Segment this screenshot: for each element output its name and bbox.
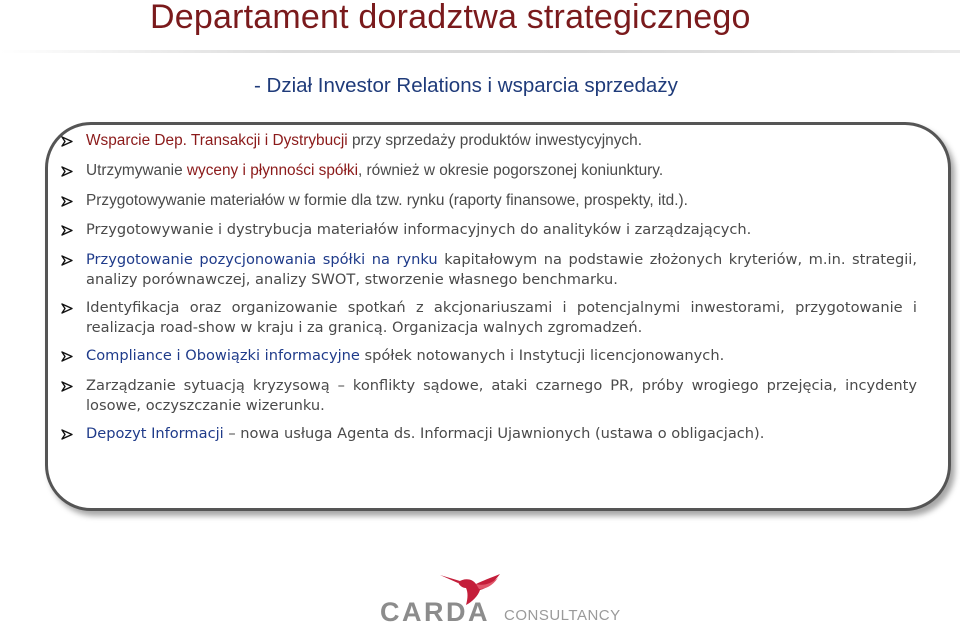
arrow-bullet-icon bbox=[60, 191, 78, 211]
item-highlight: Przygotowanie pozycjonowania spółki na rynku bbox=[86, 251, 438, 268]
list-item bbox=[60, 191, 917, 211]
page-title: Departament doradztwa strategicznego bbox=[150, 0, 751, 36]
page-subtitle: - Dział Investor Relations i wsparcia sprzedaży bbox=[254, 74, 678, 97]
item-highlight: Compliance i Obowiązki informacyjne bbox=[86, 347, 360, 364]
arrow-bullet-icon bbox=[60, 220, 78, 240]
item-text: Zarządzanie sytuacją kryzysową – konflikty sądowe, ataki czarnego PR, próby wrogiego przejęcia, incydenty losowe, oczyszczanie wizerunku. bbox=[86, 377, 917, 414]
arrow-bullet-icon bbox=[60, 250, 78, 270]
item-text: Przygotowywanie i dystrybucja materiałów informacyjnych do analityków i zarządzających. bbox=[86, 221, 752, 238]
item-highlight: Wsparcie Dep. Transakcji i Dystrybucji bbox=[86, 132, 348, 149]
title-divider bbox=[0, 50, 960, 53]
item-highlight: wyceny i płynności spółki bbox=[186, 162, 358, 179]
list-item bbox=[60, 424, 917, 444]
list-item bbox=[60, 250, 917, 289]
item-highlight: Depozyt Informacji bbox=[86, 425, 224, 442]
list-item bbox=[60, 220, 917, 240]
item-text: Utrzymywanie bbox=[86, 162, 187, 179]
company-logo bbox=[380, 575, 621, 630]
arrow-bullet-icon bbox=[60, 376, 78, 396]
item-text: Identyfikacja oraz organizowanie spotkań z akcjonariuszami i potencjalnymi inwestorami, przygotowanie i realizacja road-show w kraju i za granicą. Organizacja walnych zgromadzeń. bbox=[86, 299, 917, 336]
logo-wordmark: CARDA bbox=[380, 597, 490, 627]
list-item bbox=[60, 298, 917, 337]
logo-subtext: CONSULTANCY bbox=[504, 607, 621, 624]
item-text: – nowa usługa Agenta ds. Informacji Ujawnionych (ustawa o obligacjach). bbox=[223, 425, 765, 442]
arrow-bullet-icon bbox=[60, 131, 78, 151]
arrow-bullet-icon bbox=[60, 161, 78, 181]
arrow-bullet-icon bbox=[60, 424, 78, 444]
item-text: przy sprzedaży produktów inwestycyjnych. bbox=[347, 132, 642, 149]
list-item bbox=[60, 376, 917, 415]
item-text: spółek notowanych i Instytucji licencjonowanych. bbox=[359, 347, 725, 364]
item-text: , również w okresie pogorszonej koniunktury. bbox=[358, 162, 664, 179]
arrow-bullet-icon bbox=[60, 346, 78, 366]
arrow-bullet-icon bbox=[60, 298, 78, 318]
list-item bbox=[60, 346, 917, 366]
item-text: Przygotowywanie materiałów w formie dla tzw. rynku (raporty finansowe, prospekty, itd.). bbox=[86, 192, 688, 209]
item-text: kapitałowym na podstawie złożonych kryteriów, m.in. strategii, analizy porównawczej, analizy SWOT, stworzenie własnego benchmarku. bbox=[86, 251, 917, 288]
list-item bbox=[60, 131, 917, 151]
list-item bbox=[60, 161, 917, 181]
